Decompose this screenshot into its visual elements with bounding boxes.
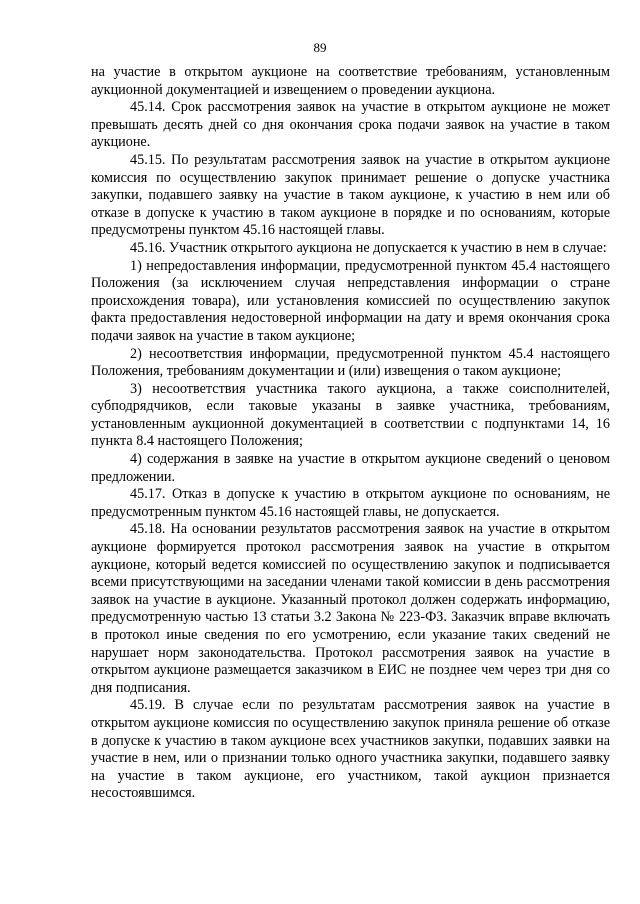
page-number: 89	[313, 40, 327, 55]
list-item-2: 2) несоответствия информации, предусмотренной пунктом 45.4 настоящего Положения, требованиям документации и (или) извещения о таком аукционе;	[91, 345, 610, 380]
document-body	[91, 64, 610, 803]
list-item-4: 4) содержания в заявке на участие в открытом аукционе сведений о ценовом предложении.	[91, 451, 610, 485]
list-item-1: 1) непредоставления информации, предусмотренной пунктом 45.4 настоящего Положения (за исключением случая непредставления информации о стране происхождения товара), или установления комиссией по осуществлению закупок факта предоставления недостоверной информации на дату и время окончания срока подачи заявок на участие в таком аукционе;	[91, 257, 610, 344]
paragraph-continuation: на участие в открытом аукционе на соответствие требованиям, установленным аукционной документацией и извещением о проведении аукциона.	[91, 64, 610, 98]
paragraph-45-15: 45.15. По результатам рассмотрения заявок на участие в открытом аукционе комиссия по осуществлению закупок принимает решение о допуске участника закупки, подавшего заявку на участие в таком аукционе, к участию в нем или об отказе в допуске к участию в таком аукционе в порядке и по основаниям, которые предусмотрены пунктом 45.16 настоящей главы.	[91, 151, 610, 239]
paragraph-45-18: 45.18. На основании результатов рассмотрения заявок на участие в открытом аукционе формируется протокол рассмотрения заявок на участие в открытом аукционе, который ведется комиссией по осуществлению закупок и подписывается всеми присутствующими на заседании членами такой комиссии в день рассмотрения заявок на участие в аукционе. Указанный протокол должен содержать информацию, предусмотренную частью 13 статьи 3.2 Закона № 223-ФЗ. Заказчик вправе включать в протокол иные сведения по его усмотрению, если указание таких сведений не нарушает норм законодательства. Протокол рассмотрения заявок на участие в открытом аукционе размещается заказчиком в ЕИС не позднее чем через три дня со дня подписания.	[91, 521, 610, 696]
list-item-3: 3) несоответствия участника такого аукциона, а также соисполнителей, субподрядчиков, если таковые указаны в заявке участника, требованиям, установленным аукционной документацией в соответствии с подпунктами 14, 16 пункта 8.4 настоящего Положения;	[91, 380, 610, 450]
paragraph-45-16: 45.16. Участник открытого аукциона не допускается к участию в нем в случае:	[130, 239, 607, 256]
paragraph-45-14: 45.14. Срок рассмотрения заявок на участие в открытом аукционе не может превышать десять дней со дня окончания срока подачи заявок на участие в таком аукционе.	[91, 99, 610, 151]
paragraph-45-17: 45.17. Отказ в допуске к участию в открытом аукционе по основаниям, не предусмотренным пунктом 45.16 настоящей главы, не допускается.	[91, 486, 610, 520]
paragraph-45-19: 45.19. В случае если по результатам рассмотрения заявок на участие в открытом аукционе комиссия по осуществлению закупок приняла решение об отказе в допуске к участию в таком аукционе всех участников закупки, подавших заявки на участие в нем, или о признании только одного участника закупки, подавшего заявку на участие в таком аукционе, его участником, такой аукцион признается несостоявшимся.	[91, 697, 610, 802]
